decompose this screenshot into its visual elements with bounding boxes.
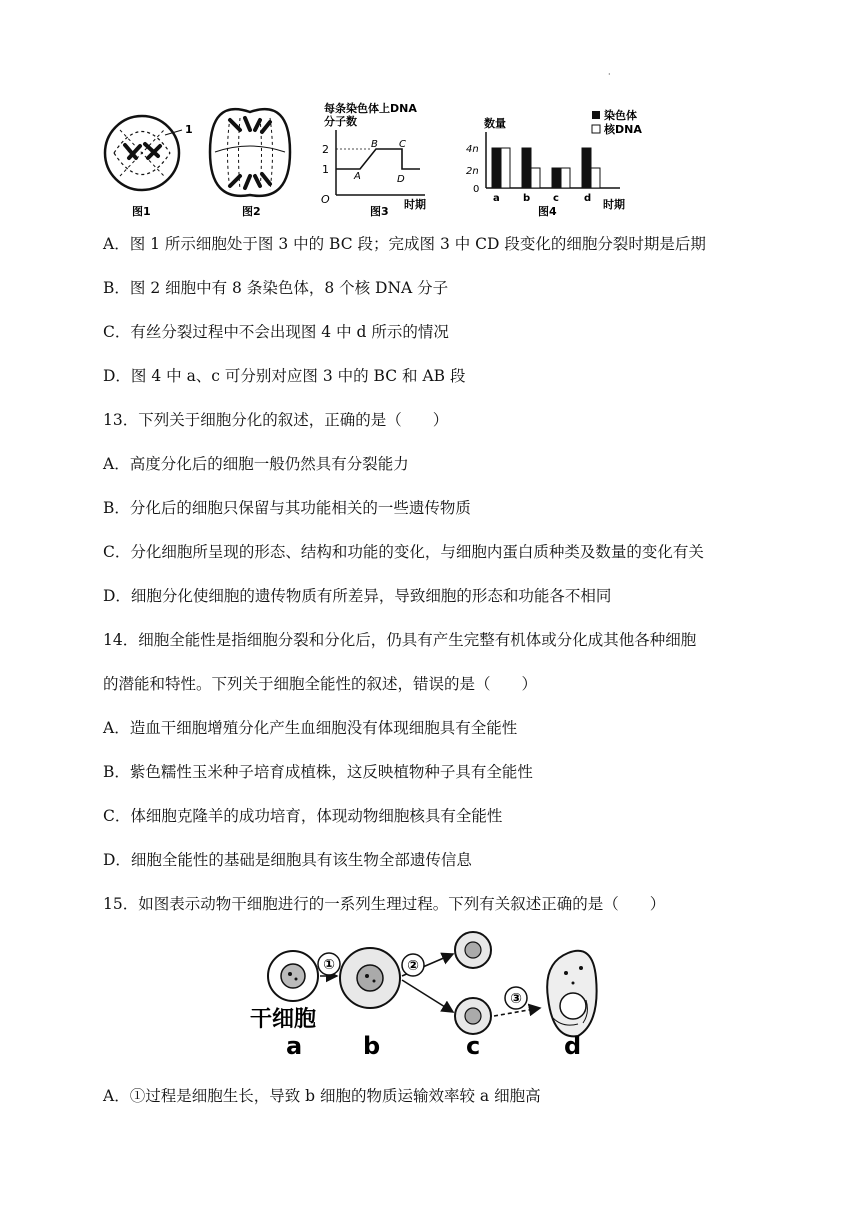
label-c: c xyxy=(466,1032,481,1058)
fig3-curve xyxy=(336,149,420,169)
fig4-ylabel: 数量 xyxy=(484,117,506,130)
fig2-caption: 图2 xyxy=(242,205,261,218)
q13-option-c: C．分化细胞所呈现的形态、结构和功能的变化，与细胞内蛋白质种类及数量的变化有关 xyxy=(103,543,704,561)
legend-chromosome-swatch xyxy=(592,111,600,119)
label-b: b xyxy=(363,1032,381,1058)
fig4-y-tick-0: 0 xyxy=(473,184,480,195)
fig3-ylabel-2: 分子数 xyxy=(324,115,357,128)
fig3-caption: 图3 xyxy=(370,205,389,218)
fig4-bar-c-dna xyxy=(561,168,570,188)
fig4-bar-d-dna xyxy=(591,168,600,188)
step-3-label: ③ xyxy=(510,991,522,1007)
fig4-bar-b-chromosome xyxy=(522,148,531,188)
fig4-y-tick-4n: 4n xyxy=(466,144,479,155)
fig3-line-chart xyxy=(321,101,426,218)
fig4-bar-d-chromosome xyxy=(582,148,591,188)
q12-option-d: D．图 4 中 a、c 可分别对应图 3 中的 BC 和 AB 段 xyxy=(103,367,466,385)
q13-option-d: D．细胞分化使细胞的遗传物质有所差异，导致细胞的形态和功能各不相同 xyxy=(103,587,612,605)
q14-option-c: C．体细胞克隆羊的成功培育，体现动物细胞核具有全能性 xyxy=(103,807,503,825)
step-2-label: ② xyxy=(407,958,419,974)
q13-stem: 13．下列关于细胞分化的叙述，正确的是（ ） xyxy=(103,411,449,429)
fig3-point-c: C xyxy=(399,139,406,150)
fig3-origin: O xyxy=(321,193,330,206)
fig4-bar-a-chromosome xyxy=(492,148,501,188)
label-a: a xyxy=(286,1032,303,1058)
fig4-bar-a-dna xyxy=(501,148,510,188)
fig4-cat-b: b xyxy=(523,193,531,204)
fig4-cat-a: a xyxy=(493,193,500,204)
fig3-ylabel-1: 每条染色体上DNA xyxy=(324,102,417,115)
fig1-caption: 图1 xyxy=(132,205,151,218)
fig4-cat-c: c xyxy=(553,193,559,204)
cell-a xyxy=(268,951,318,1001)
fig3-point-a: A xyxy=(354,171,361,182)
legend-dna: 核DNA xyxy=(604,123,642,136)
q15-stem: 15．如图表示动物干细胞进行的一系列生理过程。下列有关叙述正确的是（ ） xyxy=(103,895,666,913)
stem-cell-label: 干细胞 xyxy=(250,1007,317,1032)
q14-option-a: A．造血干细胞增殖分化产生血细胞没有体现细胞具有全能性 xyxy=(103,719,518,737)
label-d: d xyxy=(564,1032,582,1058)
fig3-point-d: D xyxy=(397,174,405,185)
fig1-spindle-cell xyxy=(105,116,193,218)
fig3-y-tick-1: 1 xyxy=(322,163,329,176)
q12-option-a: A．图 1 所示细胞处于图 3 中的 BC 段；完成图 3 中 CD 段变化的细胞分裂时期是后期 xyxy=(103,235,706,253)
q12-option-c: C．有丝分裂过程中不会出现图 4 中 d 所示的情况 xyxy=(103,323,449,341)
q14-option-d: D．细胞全能性的基础是细胞具有该生物全部遗传信息 xyxy=(103,851,472,869)
stray-dot: · xyxy=(608,70,611,79)
figure-top xyxy=(100,100,660,225)
fig4-cat-d: d xyxy=(584,193,592,204)
q14-stem-line1: 14．细胞全能性是指细胞分裂和分化后，仍具有产生完整有机体或分化成其他各种细胞 xyxy=(103,631,697,649)
figure-stem-cell xyxy=(248,928,608,1058)
fig3-point-b: B xyxy=(371,139,378,150)
fig3-y-tick-2: 2 xyxy=(322,143,329,156)
q14-stem-line2: 的潜能和特性。下列关于细胞全能性的叙述，错误的是（ ） xyxy=(103,675,538,693)
fig4-caption: 图4 xyxy=(538,205,557,218)
q13-option-a: A．高度分化后的细胞一般仍然具有分裂能力 xyxy=(103,455,409,473)
cell-c-lower xyxy=(455,998,491,1034)
cell-c-upper xyxy=(455,932,491,968)
q12-option-b: B．图 2 细胞中有 8 条染色体，8 个核 DNA 分子 xyxy=(103,279,449,297)
arrow-2-down xyxy=(402,980,453,1012)
cell-d xyxy=(547,951,596,1037)
legend-dna-swatch xyxy=(592,125,600,133)
q14-option-b: B．紫色糯性玉米种子培育成植株，这反映植物种子具有全能性 xyxy=(103,763,533,781)
q13-option-b: B．分化后的细胞只保留与其功能相关的一些遗传物质 xyxy=(103,499,471,517)
fig1-label-1: 1 xyxy=(185,123,193,136)
fig2-dividing-cell xyxy=(210,109,290,218)
step-1-label: ① xyxy=(323,957,335,973)
q15-option-a: A．①过程是细胞生长，导致 b 细胞的物质运输效率较 a 细胞高 xyxy=(103,1087,541,1105)
cell-b xyxy=(340,948,400,1008)
fig4-y-tick-2n: 2n xyxy=(466,166,479,177)
legend-chromosome: 染色体 xyxy=(604,109,637,122)
fig3-xlabel: 时期 xyxy=(404,198,426,211)
fig4-bars xyxy=(492,148,600,188)
fig4-xlabel: 时期 xyxy=(603,198,625,211)
fig4-bar-chart xyxy=(466,108,642,218)
fig4-bar-c-chromosome xyxy=(552,168,561,188)
fig4-bar-b-dna xyxy=(531,168,540,188)
